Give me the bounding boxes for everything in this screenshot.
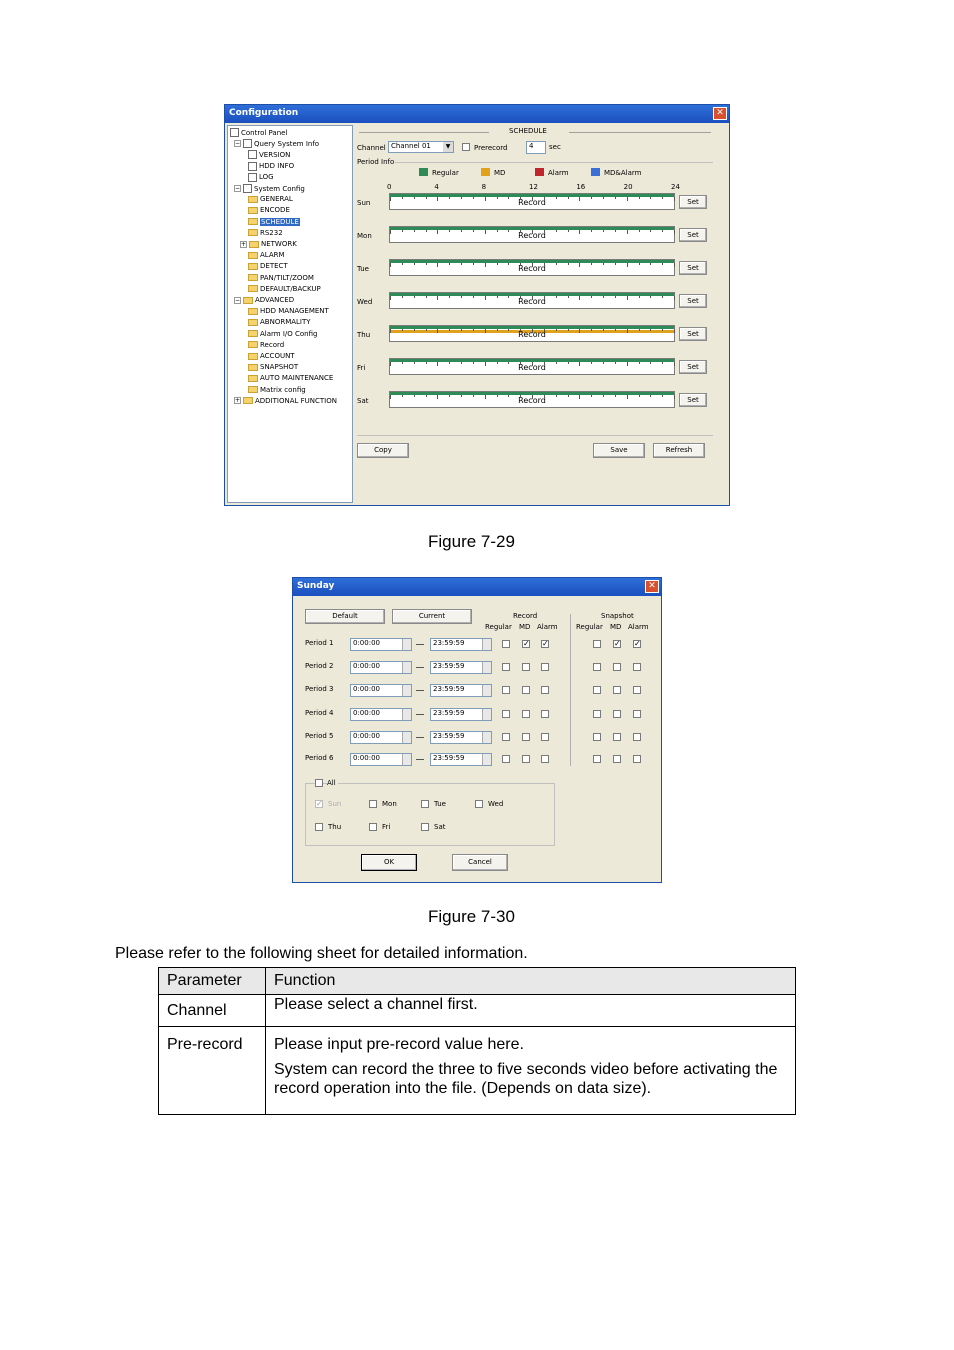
spinner-icon[interactable] <box>402 732 411 743</box>
tree-item[interactable] <box>248 363 298 371</box>
folder-icon <box>248 263 258 270</box>
tree-item-label: VERSION <box>259 150 291 159</box>
param-cell: Pre-record <box>159 1027 266 1115</box>
page-icon <box>243 139 252 148</box>
table-header-row <box>159 968 796 995</box>
all-checkbox[interactable] <box>315 779 323 787</box>
set-button[interactable]: Set <box>679 228 707 242</box>
day-label: Mon <box>357 232 372 240</box>
period-end-time[interactable] <box>430 638 492 651</box>
legend-label: MD&Alarm <box>604 169 642 177</box>
tree-item-label: DETECT <box>260 262 288 271</box>
parameter-table <box>158 967 796 1115</box>
tree-item-label: ALARM <box>260 251 285 260</box>
day-checkbox-label: Sat <box>434 823 446 831</box>
record-checkbox[interactable] <box>502 640 510 648</box>
dash <box>416 644 424 645</box>
spinner-icon[interactable] <box>402 639 411 650</box>
record-checkbox[interactable] <box>522 733 530 741</box>
day-label: Fri <box>357 364 366 372</box>
hour-tick-label: 16 <box>576 183 586 191</box>
tree-item-label: NETWORK <box>261 240 297 248</box>
record-checkbox[interactable]: ✓ <box>542 639 549 648</box>
folder-icon <box>248 353 258 360</box>
bottom-divider <box>357 435 713 436</box>
set-button[interactable]: Set <box>679 327 707 341</box>
collapse-icon[interactable]: − <box>235 296 241 304</box>
tree-item[interactable] <box>248 274 314 282</box>
day-checkbox[interactable] <box>421 823 429 831</box>
sub-header: Regular <box>485 623 512 631</box>
tree-item[interactable] <box>234 184 305 193</box>
period-start-time[interactable] <box>350 661 412 674</box>
tree-item-label: RS232 <box>260 228 283 237</box>
dash <box>416 737 424 738</box>
time-value: 0:00:00 <box>353 639 380 647</box>
period-end-time[interactable] <box>430 708 492 721</box>
tree-item-label: Record <box>260 340 285 349</box>
folder-icon <box>248 252 258 259</box>
tree-item[interactable] <box>248 195 293 203</box>
record-checkbox[interactable] <box>502 733 510 741</box>
record-checkbox[interactable] <box>502 663 510 671</box>
ok-button[interactable]: OK <box>361 854 417 871</box>
folder-icon <box>243 397 253 404</box>
bar-text: Record <box>518 231 546 240</box>
tree-item-label: LOG <box>259 173 274 182</box>
bar-text: Record <box>518 297 546 306</box>
tree-item[interactable] <box>248 307 329 315</box>
hour-tick-label: 12 <box>529 183 538 191</box>
spinner-icon[interactable] <box>402 709 411 720</box>
snapshot-checkbox[interactable]: ✓ <box>614 639 621 648</box>
tree-item-label: ACCOUNT <box>260 352 295 360</box>
time-value: 0:00:00 <box>353 732 380 740</box>
snapshot-checkbox[interactable] <box>593 755 601 763</box>
refresh-button[interactable]: Refresh <box>653 443 705 458</box>
day-label: Tue <box>357 265 369 273</box>
chevron-down-icon[interactable]: ▼ <box>443 142 453 152</box>
tree-item[interactable] <box>248 285 321 293</box>
spinner-icon[interactable] <box>482 709 491 720</box>
header-parameter: Parameter <box>159 968 266 995</box>
section-divider <box>359 132 489 133</box>
save-button[interactable]: Save <box>593 443 645 458</box>
expand-icon[interactable]: + <box>241 240 247 248</box>
tree-item-label: Alarm I/O Config <box>260 329 318 338</box>
hour-tick-label: 4 <box>434 183 439 191</box>
set-button[interactable]: Set <box>679 360 707 374</box>
days-group <box>305 783 555 846</box>
snapshot-checkbox[interactable] <box>593 686 601 694</box>
spinner-icon[interactable] <box>482 754 491 765</box>
folder-icon <box>248 375 258 382</box>
period-start-time[interactable] <box>350 684 412 697</box>
cancel-button[interactable]: Cancel <box>452 854 508 871</box>
schedule-bar[interactable] <box>389 292 675 309</box>
tree-item[interactable] <box>248 341 284 349</box>
header-function: Function <box>266 968 796 995</box>
set-button[interactable]: Set <box>679 195 707 209</box>
tree-item[interactable] <box>230 128 287 137</box>
schedule-bar[interactable] <box>389 358 675 375</box>
day-checkbox-label: Mon <box>382 800 397 808</box>
sub-header: Alarm <box>628 623 649 631</box>
function-cell <box>266 995 796 1027</box>
bar-text: Record <box>518 363 546 372</box>
period-label: Period 2 <box>305 662 334 670</box>
folder-icon <box>249 241 259 248</box>
folder-icon <box>248 386 258 393</box>
folder-icon <box>248 229 258 236</box>
tree-item-label: AUTO MAINTENANCE <box>260 374 334 383</box>
dash <box>416 759 424 760</box>
tree-item[interactable] <box>248 262 288 270</box>
prerecord-input[interactable]: 4 <box>526 141 546 154</box>
table-row <box>159 1027 796 1115</box>
snapshot-checkbox[interactable] <box>633 686 641 694</box>
folder-icon <box>243 297 253 304</box>
channel-value: Channel 01 <box>391 142 431 150</box>
snapshot-checkbox[interactable] <box>633 755 641 763</box>
prerecord-checkbox[interactable] <box>462 143 470 151</box>
tree-item[interactable] <box>248 206 290 214</box>
snapshot-checkbox[interactable] <box>613 733 621 741</box>
sub-header: MD <box>610 623 622 631</box>
dash <box>416 714 424 715</box>
period-start-time[interactable] <box>350 708 412 721</box>
folder-icon <box>248 196 258 203</box>
period-label: Period 4 <box>305 709 334 717</box>
figure-caption-1: Figure 7-29 <box>428 532 515 551</box>
legend-swatch <box>481 168 490 176</box>
sub-header: MD <box>519 623 531 631</box>
tree-item[interactable] <box>240 240 297 248</box>
hour-tick <box>674 395 675 399</box>
schedule-bar[interactable] <box>389 325 675 342</box>
period-label: Period 3 <box>305 685 334 693</box>
day-label: Sat <box>357 397 369 405</box>
legend-swatch <box>535 168 544 176</box>
tree-item[interactable] <box>234 296 294 304</box>
time-value: 0:00:00 <box>353 662 380 670</box>
table-row <box>159 995 796 1027</box>
time-value: 23:59:59 <box>433 685 465 693</box>
day-checkbox[interactable] <box>475 800 483 808</box>
bar-text: Record <box>518 264 546 273</box>
legend-label: Regular <box>432 169 459 177</box>
current-button[interactable]: Current <box>392 609 472 624</box>
time-value: 23:59:59 <box>433 662 465 670</box>
folder-icon <box>248 319 258 326</box>
time-value: 23:59:59 <box>433 639 465 647</box>
section-title: SCHEDULE <box>509 127 547 135</box>
copy-button[interactable]: Copy <box>357 443 409 458</box>
snapshot-checkbox[interactable] <box>633 733 641 741</box>
record-checkbox[interactable] <box>522 710 530 718</box>
dialog-title: Sunday <box>293 578 661 596</box>
tree-item[interactable] <box>234 397 337 405</box>
hour-tick <box>674 296 675 300</box>
period-end-time[interactable] <box>430 684 492 697</box>
hour-tick <box>674 263 675 267</box>
legend-label: MD <box>494 169 506 177</box>
schedule-panel <box>355 125 727 503</box>
day-checkbox[interactable] <box>315 823 323 831</box>
set-button[interactable]: Set <box>679 393 707 407</box>
spinner-icon[interactable] <box>482 685 491 696</box>
tree-item-label: HDD MANAGEMENT <box>260 307 329 316</box>
folder-icon <box>248 285 258 292</box>
day-checkbox-label: Tue <box>434 800 446 808</box>
tree-item-label: ABNORMALITY <box>260 318 311 327</box>
hour-tick <box>674 329 675 333</box>
channel-label: Channel <box>357 144 386 152</box>
period-start-time[interactable] <box>350 638 412 651</box>
period-label: Period 5 <box>305 732 334 740</box>
day-checkbox-label: Wed <box>488 800 504 808</box>
hour-tick-label: 8 <box>481 183 487 191</box>
spinner-icon[interactable] <box>482 662 491 673</box>
time-value: 0:00:00 <box>353 685 380 693</box>
sec-label: sec <box>549 143 561 151</box>
record-checkbox[interactable] <box>541 710 549 718</box>
snapshot-header: Snapshot <box>601 612 634 620</box>
record-checkbox[interactable] <box>522 686 530 694</box>
period-end-time[interactable] <box>430 753 492 766</box>
dash <box>416 667 424 668</box>
record-checkbox[interactable]: ✓ <box>523 639 530 648</box>
day-checkbox-label: Fri <box>382 823 391 831</box>
tree-item[interactable] <box>248 173 274 182</box>
day-label: Thu <box>357 331 371 339</box>
record-checkbox[interactable] <box>522 755 530 763</box>
tree-item[interactable] <box>248 229 283 237</box>
function-text: Please input pre-record value here. <box>274 1036 524 1053</box>
collapse-icon[interactable]: − <box>235 140 241 148</box>
close-icon[interactable]: ✕ <box>645 580 659 593</box>
day-checkbox[interactable] <box>421 800 429 808</box>
column-divider <box>570 614 571 766</box>
record-checkbox[interactable] <box>541 663 549 671</box>
period-label: Period 6 <box>305 754 334 762</box>
channel-select[interactable] <box>388 141 454 153</box>
hour-tick-label: 20 <box>623 183 633 191</box>
tree-item[interactable] <box>248 374 333 382</box>
day-checkbox-label: Sun <box>328 800 342 808</box>
snapshot-checkbox[interactable] <box>633 710 641 718</box>
day-label: Wed <box>357 298 373 306</box>
schedule-bar[interactable] <box>389 193 675 210</box>
record-header: Record <box>513 612 538 620</box>
period-start-time[interactable] <box>350 731 412 744</box>
snapshot-checkbox[interactable] <box>593 640 601 648</box>
day-label: Sun <box>357 199 371 207</box>
tree-item-label: SCHEDULE <box>261 217 299 226</box>
time-value: 23:59:59 <box>433 709 465 717</box>
set-button[interactable]: Set <box>679 261 707 275</box>
page-icon <box>243 184 252 193</box>
tree-item-label: DEFAULT/BACKUP <box>260 284 321 293</box>
page-icon <box>248 150 257 159</box>
spinner-icon[interactable] <box>482 639 491 650</box>
period-end-time[interactable] <box>430 661 492 674</box>
dash <box>416 690 424 691</box>
record-checkbox[interactable] <box>541 755 549 763</box>
tree-item-label: HDD INFO <box>259 162 295 171</box>
snapshot-checkbox[interactable] <box>613 710 621 718</box>
tree-item[interactable] <box>248 162 294 171</box>
bar-text: Record <box>518 396 546 405</box>
schedule-bar[interactable] <box>389 259 675 276</box>
tree-item-label: ADVANCED <box>255 296 295 304</box>
legend-swatch <box>419 168 428 176</box>
period-label: Period 1 <box>305 639 334 647</box>
close-icon[interactable]: ✕ <box>713 107 727 120</box>
function-cell <box>266 1027 796 1115</box>
tree-item[interactable] <box>248 318 311 326</box>
snapshot-checkbox[interactable] <box>633 663 641 671</box>
tree-item[interactable] <box>248 251 285 259</box>
snapshot-checkbox[interactable]: ✓ <box>634 639 641 648</box>
hour-tick <box>674 362 675 366</box>
tree-item-label: GENERAL <box>260 195 293 204</box>
figure-caption-2: Figure 7-30 <box>428 907 515 926</box>
snapshot-checkbox[interactable] <box>593 663 601 671</box>
hour-tick-label: 0 <box>387 183 392 191</box>
record-checkbox[interactable] <box>502 710 510 718</box>
day-checkbox[interactable] <box>369 800 377 808</box>
period-divider <box>395 162 713 163</box>
snapshot-checkbox[interactable] <box>593 710 601 718</box>
tree-item-label: Query System Info <box>254 139 320 148</box>
sunday-dialog <box>292 577 662 883</box>
day-checkbox-label: Thu <box>328 823 342 831</box>
tree-item-label: PAN/TILT/ZOOM <box>260 273 314 282</box>
config-tree <box>227 125 353 503</box>
folder-icon <box>248 274 258 281</box>
tree-item[interactable] <box>248 150 290 159</box>
time-value: 0:00:00 <box>353 709 380 717</box>
hour-tick <box>674 197 675 201</box>
period-end-time[interactable] <box>430 731 492 744</box>
snapshot-checkbox[interactable] <box>613 755 621 763</box>
legend-swatch <box>591 168 600 176</box>
sub-header: Alarm <box>537 623 558 631</box>
tree-item[interactable] <box>248 330 317 338</box>
page-icon <box>248 162 257 171</box>
spinner-icon[interactable] <box>402 754 411 765</box>
tree-item-label: Matrix config <box>260 385 306 394</box>
folder-icon <box>248 218 258 225</box>
prerecord-label: Prerecord <box>474 144 508 152</box>
tree-item-label: SNAPSHOT <box>260 363 299 372</box>
folder-icon <box>248 207 258 214</box>
tree-item[interactable] <box>248 386 306 394</box>
spinner-icon[interactable] <box>482 732 491 743</box>
page-icon <box>230 128 239 137</box>
section-divider <box>569 132 711 133</box>
expand-icon[interactable]: + <box>235 397 241 405</box>
period-info-label: Period Info <box>357 158 395 166</box>
snapshot-checkbox[interactable] <box>593 733 601 741</box>
time-value: 0:00:00 <box>353 754 380 762</box>
tree-item[interactable] <box>248 352 295 360</box>
record-checkbox[interactable] <box>502 686 510 694</box>
bar-text: Record <box>518 198 546 207</box>
snapshot-checkbox[interactable] <box>613 686 621 694</box>
page-icon <box>248 173 257 182</box>
time-value: 23:59:59 <box>433 754 465 762</box>
day-checkbox[interactable] <box>369 823 377 831</box>
record-checkbox[interactable] <box>522 663 530 671</box>
time-value: 23:59:59 <box>433 732 465 740</box>
tree-item-label: Control Panel <box>241 128 288 137</box>
schedule-bar[interactable] <box>389 391 675 408</box>
spinner-icon[interactable] <box>402 685 411 696</box>
tree-item-label: ENCODE <box>260 206 290 215</box>
folder-icon <box>248 308 258 315</box>
sub-header: Regular <box>576 623 603 631</box>
bar-text: Record <box>518 330 546 339</box>
tree-item-label: ADDITIONAL FUNCTION <box>255 396 337 405</box>
record-checkbox[interactable] <box>541 686 549 694</box>
tree-item-label: System Config <box>254 184 305 193</box>
function-text: System can record the three to five seconds video before activating the record operation into the file. (Depends on data size). <box>274 1061 778 1097</box>
day-checkbox: ✓ <box>316 799 323 808</box>
folder-icon <box>248 341 258 348</box>
all-label: All <box>327 779 336 787</box>
folder-icon <box>248 330 258 337</box>
schedule-bar[interactable] <box>389 226 675 243</box>
configuration-window <box>224 104 730 506</box>
legend-label: Alarm <box>548 169 569 177</box>
hour-tick <box>674 230 675 234</box>
folder-icon <box>248 364 258 371</box>
intro-text: Please refer to the following sheet for detailed information. <box>115 945 528 962</box>
param-cell: Channel <box>159 995 266 1027</box>
hour-tick-label: 24 <box>671 183 680 191</box>
function-text: Please select a channel first. <box>274 996 478 1013</box>
record-checkbox[interactable] <box>502 755 510 763</box>
period-start-time[interactable] <box>350 753 412 766</box>
spinner-icon[interactable] <box>402 662 411 673</box>
snapshot-checkbox[interactable] <box>613 663 621 671</box>
set-button[interactable]: Set <box>679 294 707 308</box>
tree-item[interactable] <box>248 218 300 226</box>
record-checkbox[interactable] <box>541 733 549 741</box>
window-title: Configuration <box>225 105 729 123</box>
collapse-icon[interactable]: − <box>235 185 241 192</box>
tree-item[interactable] <box>234 139 319 148</box>
default-button[interactable]: Default <box>305 609 385 624</box>
